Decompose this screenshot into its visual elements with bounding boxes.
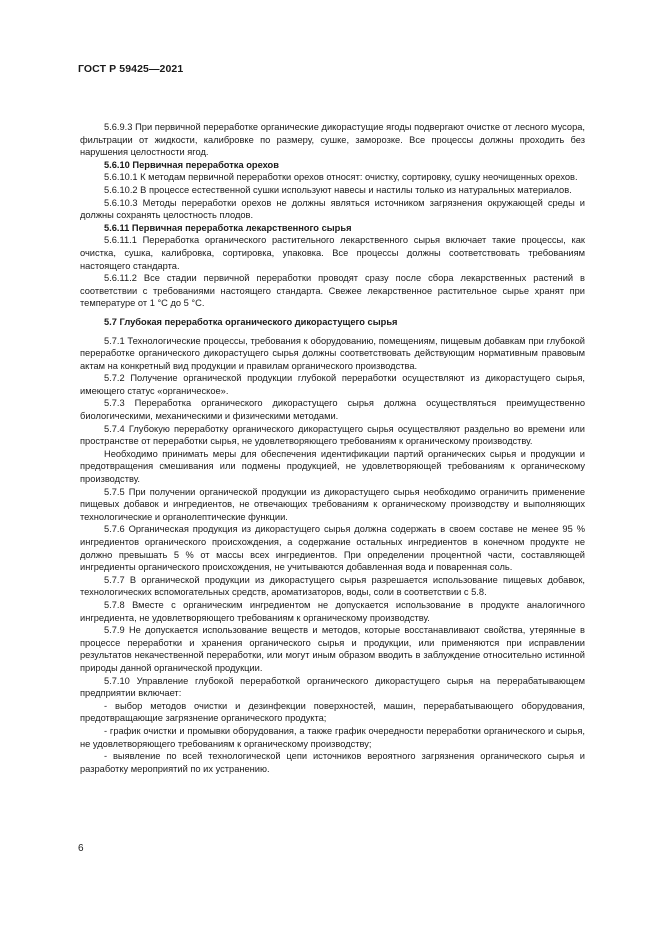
paragraph: 5.7.10 Управление глубокой переработкой органического дикорастущего сырья на перерабатывающем предприятии включает: xyxy=(80,675,585,699)
paragraph: - выявление по всей технологической цепи источников вероятного загрязнения органического сырья и разработку мероприятий по их устранению. xyxy=(80,751,585,774)
page-number: 6 xyxy=(78,843,84,854)
paragraph: 5.6.10.1 К методам первичной переработки орехов относят: очистку, сортировку, сушку неочищенных орехов. xyxy=(104,172,578,183)
paragraph: 5.6.11.1 Переработка органического растительного лекарственного сырья включает такие процессы, как очистка, сушка, калибровка, сортировка, упаковка. Все процессы должны соответствовать требованиям настоящего стандарта. xyxy=(80,235,585,271)
paragraph: 5.7.7 В органической продукции из дикорастущего сырья разрешается использование пищевых добавок, технологических вспомогательных средств, ароматизаторов, воды, соли в соответствии с 5.8. xyxy=(80,574,585,598)
paragraph: 5.7.6 Органическая продукция из дикорастущего сырья должна содержать в своем составе не менее 95 % ингредиентов органического происхождения, а содержание остальных ингредиентов в конечном продукте не должно превышать 5 % от массы всех ингредиентов. При определении процентной части, составляющей ингредиенты органического происхождения, не учитываются добавленная вода и поваренная соль. xyxy=(80,524,585,573)
paragraph: 5.6.10.2 В процессе естественной сушки используют навесы и настилы только из натуральных материалов. xyxy=(104,184,572,195)
paragraph: 5.7.2 Получение органической продукции глубокой переработки осуществляют из дикорастущего сырья, имеющего статус «органическое». xyxy=(80,373,585,396)
paragraph: 5.7.5 При получении органической продукции из дикорастущего сырья необходимо ограничить применение пищевых добавок и ингредиентов, не отвечающих требованиям к органическому производству и выполняющих технологические и органолептические функции. xyxy=(80,486,585,522)
paragraph: 5.6.11.2 Все стадии первичной переработки проводят сразу после сбора лекарственных растений в соответствии с требованиями настоящего стандарта. Свежее лекарственное растительное сырье хранят при температуре от 1 °С до 5 °С. xyxy=(80,273,585,309)
paragraph: 5.7.1 Технологические процессы, требования к оборудованию, помещениям, пищевым добавкам при глубокой переработке органического дикорастущего сырья должны соответствовать действующим нормативным правовым актам на конкретный вид продукции и правилам органического производства. xyxy=(80,335,585,371)
paragraph: 5.7.9 Не допускается использование веществ и методов, которые восстанавливают свойства, утерянные в процессе переработки и хранения органического сырья и продукции, или применяются при исправлении результатов некачественной переработки, или могут иным образом вводить в заблуждение относительно истинной природы данной органической продукции. xyxy=(80,625,585,673)
document-header: ГОСТ Р 59425—2021 xyxy=(78,63,184,75)
section-heading: 5.6.10 Первичная переработка орехов xyxy=(104,159,279,170)
paragraph: - график очистки и промывки оборудования, а также график очередности переработки органического и сырья, не удовлетворяющего требованиям к органическому производству; xyxy=(80,725,585,749)
paragraph: 5.7.4 Глубокую переработку органического дикорастущего сырья осуществляют раздельно во времени или пространстве от переработки сырья, не удовлетворяющего требованиям к органическому производству. xyxy=(80,423,585,447)
document-body xyxy=(80,121,585,775)
section-heading-main: 5.7 Глубокая переработка органического дикорастущего сырья xyxy=(104,316,398,327)
section-heading: 5.6.11 Первичная переработка лекарственного сырья xyxy=(104,222,352,233)
paragraph: Необходимо принимать меры для обеспечения идентификации партий органических сырья и продукции и предотвращения смешивания или подмены продукцией, не удовлетворяющей требованиям к органическому производству. xyxy=(80,448,585,485)
paragraph: 5.7.3 Переработка органического дикорастущего сырья должна осуществляться преимущественно биологическими, механическими и физическими методами. xyxy=(80,398,585,422)
paragraph: 5.7.8 Вместе с органическим ингредиентом не допускается использование в продукте аналогичного ингредиента, не удовлетворяющего требованиям к органическому производству. xyxy=(80,599,585,623)
paragraph: 5.6.9.3 При первичной переработке органические дикорастущие ягоды подвергают очистке от лесного мусора, фильтрации от жидкости, калибровке по размеру, сушке, заморозке. Все процессы должны проходить без нарушения целостности ягод. xyxy=(80,122,585,158)
paragraph: 5.6.10.3 Методы переработки орехов не должны являться источником загрязнения окружающей среды и должны сохранять целостность плодов. xyxy=(80,197,585,221)
paragraph: - выбор методов очистки и дезинфекции поверхностей, машин, перерабатывающего оборудования, предотвращающие загрязнение органического продукта; xyxy=(80,700,585,724)
